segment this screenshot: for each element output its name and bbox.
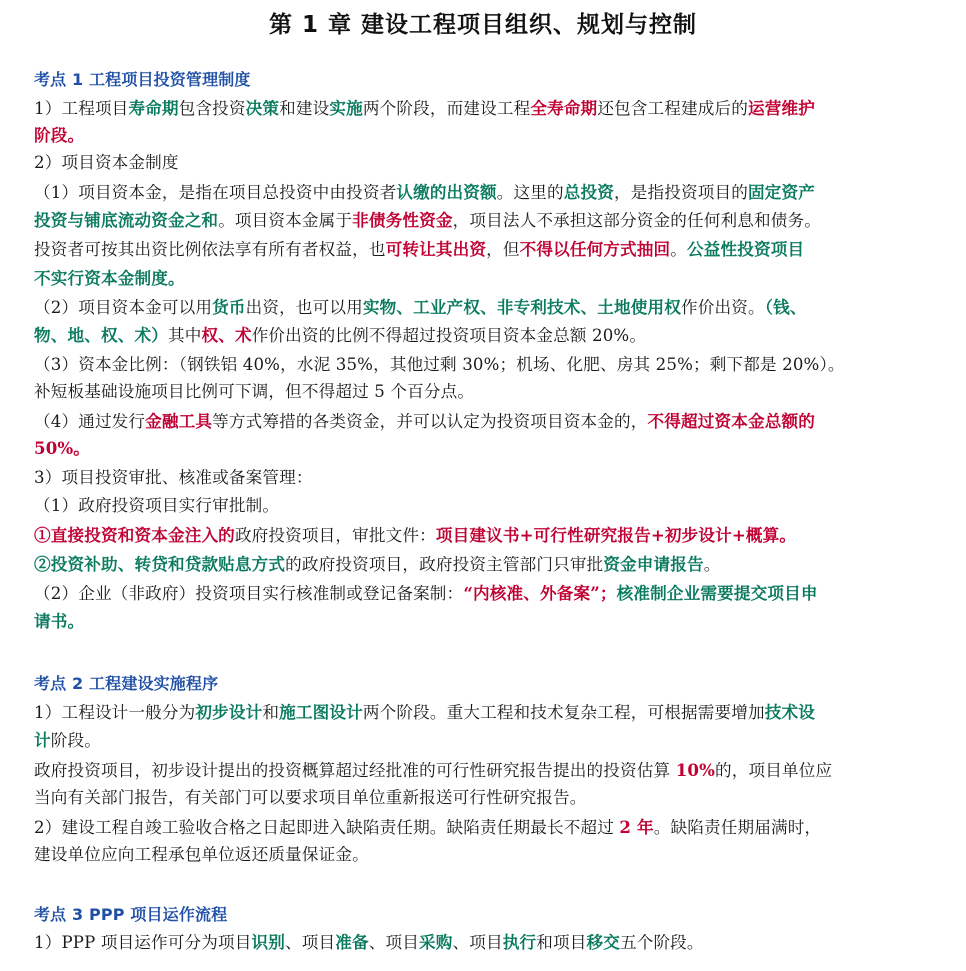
- text-line: [34, 758, 940, 783]
- text-span: 1）工程项目: [34, 99, 129, 118]
- text-line: [34, 786, 940, 810]
- highlight-green: 认缴的出资额: [396, 182, 497, 202]
- text-span: （2）项目资本金可以用: [34, 298, 213, 317]
- text-line: [34, 436, 940, 461]
- text-span: 考点 1 工程项目投资管理制度: [34, 70, 251, 89]
- highlight-red: 50%。: [34, 438, 91, 458]
- page-title: 第 1 章 建设工程项目组织、规划与控制: [268, 12, 698, 38]
- text-span: 包含投资: [178, 99, 246, 118]
- text-line: [34, 843, 940, 867]
- highlight-green: 投资与铺底流动资金之和: [34, 210, 219, 230]
- highlight-green: ②: [34, 554, 51, 574]
- text-line: [34, 323, 940, 348]
- text-span: 、项目: [368, 933, 419, 952]
- text-line: [34, 728, 940, 753]
- text-span: 2）建设工程自竣工验收合格之日起即进入缺陷责任期。缺陷责任期最长不超过: [34, 818, 620, 837]
- text-line: [34, 494, 940, 518]
- text-span: ，项目法人不承担这部分资金的任何利息和债务。: [452, 211, 821, 230]
- text-line: [34, 523, 940, 548]
- text-line: [34, 180, 940, 205]
- text-line: [34, 96, 940, 121]
- highlight-green: 不实行资本金制度。: [34, 268, 185, 288]
- text-span: 1）工程设计一般分为: [34, 703, 196, 722]
- text-line: [34, 409, 940, 434]
- text-line: [34, 609, 940, 634]
- highlight-green: 货币: [212, 297, 246, 317]
- highlight-red: ①: [34, 525, 51, 545]
- highlight-red: 阶段。: [34, 125, 85, 145]
- text-line: [34, 930, 940, 955]
- text-span: 其中: [167, 326, 202, 345]
- highlight-red: 不得超过资本金总额的: [647, 411, 815, 431]
- text-span: 政府投资项目，审批文件：: [234, 526, 436, 545]
- highlight-red: 全寿命期: [530, 98, 598, 118]
- text-span: 、项目: [452, 933, 503, 952]
- text-line: [34, 123, 940, 148]
- text-span: 。这里的: [496, 183, 564, 202]
- text-line: [34, 581, 940, 606]
- highlight-green: 总投资: [563, 182, 615, 202]
- text-line: [34, 237, 940, 262]
- text-span: 的政府投资项目，政府投资主管部门只审批: [285, 555, 604, 574]
- text-span: 投资者可按其出资比例依法享有所有者权益，也: [34, 240, 386, 259]
- text-span: 两个阶段，而建设工程: [362, 99, 531, 118]
- highlight-green: 核准制企业需要提交项目申: [616, 583, 818, 603]
- text-span: 作价出资。: [681, 298, 765, 317]
- text-span: 。: [703, 555, 721, 574]
- text-span: 出资，也可以用: [245, 298, 363, 317]
- highlight-green: 计: [34, 730, 51, 750]
- text-line: [34, 552, 940, 577]
- highlight-green: 初步设计: [195, 702, 263, 722]
- highlight-red: 运营维护: [748, 98, 815, 118]
- section-heading: [34, 903, 940, 927]
- highlight-green: 寿命期: [128, 98, 179, 118]
- text-span: 五个阶段。: [619, 933, 704, 952]
- text-line: [34, 266, 940, 291]
- highlight-red: 2 年: [619, 817, 654, 837]
- text-span: 。项目资本金属于: [218, 211, 353, 230]
- highlight-green: 投资补助、转贷和贷款贴息方式: [50, 554, 286, 574]
- text-span: 作价出资的比例不得超过投资项目资本金总额 20%。: [251, 326, 647, 345]
- text-span: （2）企业（非政府）投资项目实行核准制或登记备案制：: [34, 584, 464, 603]
- text-line: [34, 295, 940, 320]
- highlight-red: 权、术: [201, 325, 252, 345]
- highlight-green: 公益性投资项目: [687, 239, 805, 259]
- highlight-red: 不得以任何方式抽回: [519, 239, 671, 259]
- text-span: 两个阶段。重大工程和技术复杂工程，可根据需要增加: [362, 703, 765, 722]
- text-line: [34, 151, 940, 175]
- text-span: 2）项目资本金制度: [34, 153, 179, 172]
- text-span: 考点 2 工程建设实施程序: [34, 674, 219, 693]
- text-span: ，是指投资项目的: [614, 183, 748, 202]
- text-span: 、项目: [285, 933, 336, 952]
- highlight-green: 施工图设计: [279, 702, 363, 722]
- highlight-green: 执行: [502, 932, 537, 952]
- text-span: 和: [262, 703, 280, 722]
- highlight-red: 可转让其出资: [385, 239, 487, 259]
- text-span: 阶段。: [50, 731, 101, 750]
- text-span: 考点 3 PPP 项目运作流程: [34, 905, 228, 924]
- text-line: [34, 380, 940, 404]
- highlight-green: 移交: [586, 932, 620, 952]
- highlight-red: 直接投资和资本金注入的: [50, 525, 235, 545]
- highlight-red: 非债务性资金: [352, 210, 453, 230]
- text-span: ，但: [486, 240, 520, 259]
- text-span: （3）资本金比例：（钢铁铝 40%，水泥 35%，其他过剩 30%；机场、化肥、房其 25%；剩下都是 20%）。: [34, 355, 845, 374]
- text-span: （4）通过发行: [34, 412, 146, 431]
- highlight-red: “内核准、外备案”；: [463, 583, 617, 603]
- text-span: （1）政府投资项目实行审批制。: [34, 496, 280, 515]
- text-span: 的，项目单位应: [715, 761, 833, 780]
- text-line: [34, 208, 940, 233]
- section-heading: [34, 672, 940, 696]
- text-span: 政府投资项目，初步设计提出的投资概算超过经批准的可行性研究报告提出的投资估算: [34, 761, 676, 780]
- highlight-green: （钱、: [764, 297, 807, 317]
- highlight-green: 决策: [245, 98, 280, 118]
- highlight-green: 固定资产: [747, 182, 815, 202]
- text-line: [34, 353, 940, 377]
- text-span: 。缺陷责任期届满时，: [653, 818, 822, 837]
- highlight-green: 识别: [251, 932, 286, 952]
- highlight-green: 技术设: [764, 702, 815, 722]
- highlight-green: 采购: [418, 932, 453, 952]
- highlight-green: 物、地、权、术）: [34, 325, 168, 345]
- text-span: 等方式筹措的各类资金，并可以认定为投资项目资本金的，: [212, 412, 648, 431]
- text-span: 当向有关部门报告，有关部门可以要求项目单位重新报送可行性研究报告。: [34, 788, 587, 807]
- highlight-red: 10%: [675, 760, 715, 780]
- text-line: [34, 815, 940, 840]
- text-span: 还包含工程建成后的: [597, 99, 749, 118]
- section-heading: [34, 68, 940, 92]
- text-span: 1）PPP 项目运作可分为项目: [34, 933, 252, 952]
- text-span: 和建设: [279, 99, 330, 118]
- text-span: （1）项目资本金，是指在项目总投资中由投资者: [34, 183, 397, 202]
- highlight-red: 项目建议书+可行性研究报告+初步设计+概算。: [435, 525, 797, 545]
- highlight-red: 金融工具: [145, 411, 213, 431]
- text-span: 补短板基础设施项目比例可下调，但不得超过 5 个百分点。: [34, 382, 475, 401]
- text-span: 3）项目投资审批、核准或备案管理：: [34, 468, 313, 487]
- text-line: [34, 466, 940, 490]
- text-span: 。: [670, 240, 688, 259]
- highlight-green: 请书。: [34, 611, 85, 631]
- highlight-green: 资金申请报告: [603, 554, 704, 574]
- highlight-green: 实物、工业产权、非专利技术、土地使用权: [362, 297, 682, 317]
- text-span: 建设单位应向工程承包单位返还质量保证金。: [34, 845, 369, 864]
- text-line: [34, 700, 940, 725]
- highlight-green: 实施: [329, 98, 363, 118]
- text-span: 和项目: [536, 933, 587, 952]
- highlight-green: 准备: [335, 932, 369, 952]
